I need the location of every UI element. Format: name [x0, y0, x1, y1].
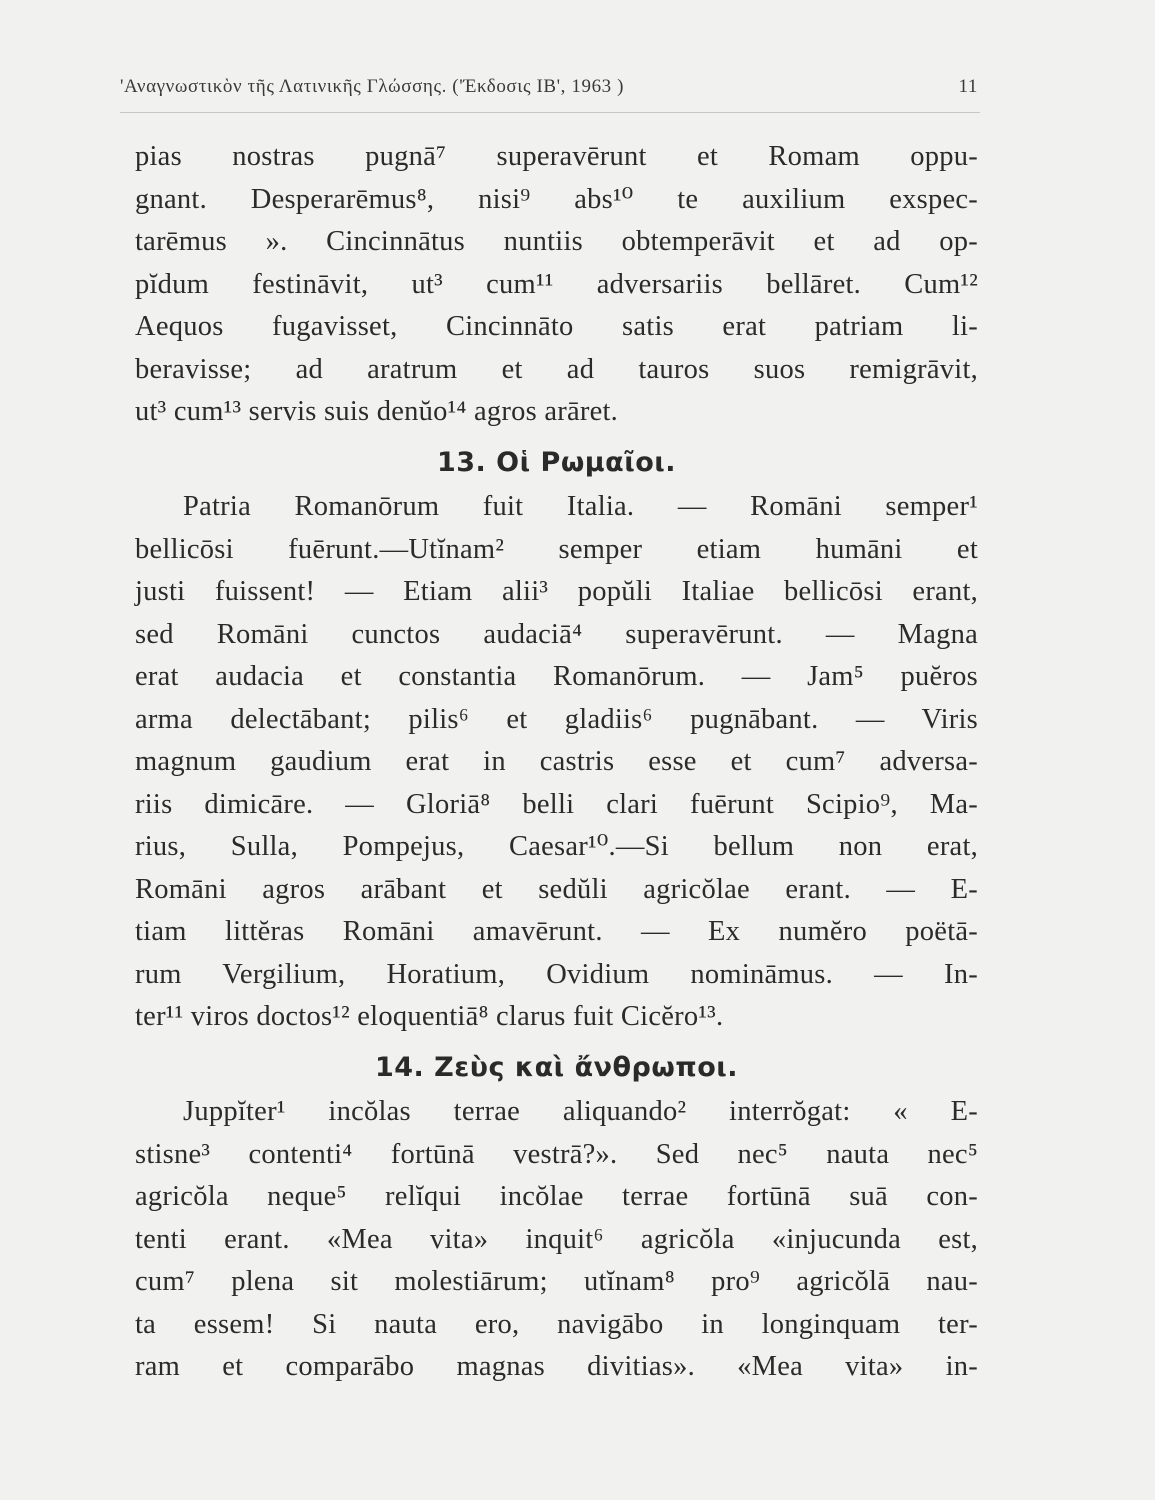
text-line: ta essem! Si nauta ero, navigābo in longinquam ter-	[135, 1308, 978, 1340]
text-line: sed Romāni cunctos audaciā⁴ superavērunt. — Magna	[135, 618, 978, 650]
text-line: tenti erant. «Mea vita» inquit⁶ agricŏla «injucunda est,	[135, 1223, 978, 1255]
page-number: 11	[958, 76, 978, 97]
text-line: magnum gaudium erat in castris esse et cum⁷ adversa-	[135, 746, 978, 777]
section-14-heading: 14. Ζεὺς καὶ ἄνθρωποι.	[374, 1051, 739, 1083]
text-line: Romāni agros arābant et sedŭli agricŏlae erant. — E-	[135, 873, 978, 905]
section-14-paragraph	[135, 1091, 978, 1389]
text-line: ter¹¹ viros doctos¹² eloquentiā⁸ clarus fuit Cicĕro¹³.	[135, 1001, 724, 1032]
text-line: Aequos fugavisset, Cincinnāto satis erat patriam li-	[135, 311, 978, 342]
text-line: bellicōsi fuērunt.—Utĭnam² semper etiam humāni et	[135, 533, 978, 565]
text-line: riis dimicāre. — Gloriā⁸ belli clari fuērunt Scipio⁹, Ma-	[135, 788, 978, 820]
page-body	[135, 136, 978, 1389]
text-line: pias nostras pugnā⁷ superavērunt et Romam oppu-	[135, 141, 978, 172]
text-line: ut³ cum¹³ servis suis denŭo¹⁴ agros arāret.	[135, 396, 619, 427]
text-line: stisne³ contenti⁴ fortūnā vestrā?». Sed nec⁵ nauta nec⁵	[135, 1138, 978, 1170]
header-divider	[120, 112, 980, 113]
text-line: tiam littĕras Romāni amavērunt. — Ex numĕro poëtā-	[135, 916, 978, 947]
section-13-heading: 13. Οἱ Ρωμαῖοι.	[436, 446, 677, 478]
text-line: tarēmus ». Cincinnātus nuntiis obtemperāvit et ad op-	[135, 226, 978, 257]
text-line: arma delectābant; pilis⁶ et gladiis⁶ pugnābant. — Viris	[135, 703, 978, 735]
text-line: pĭdum festināvit, ut³ cum¹¹ adversariis bellāret. Cum¹²	[135, 268, 978, 300]
text-line: Patria Romanōrum fuit Italia. — Romāni semper¹	[183, 491, 978, 522]
text-line: cum⁷ plena sit molestiārum; utĭnam⁸ pro⁹ agricŏlā nau-	[135, 1266, 978, 1297]
text-line: agricŏla neque⁵ relĭqui incŏlae terrae fortūnā suā con-	[135, 1181, 978, 1212]
text-line: Juppĭter¹ incŏlas terrae aliquando² interrŏgat: « E-	[183, 1096, 978, 1127]
text-line: rius, Sulla, Pompejus, Caesar¹⁰.—Si bellum non erat,	[135, 831, 978, 862]
text-line: justi fuissent! — Etiam alii³ popŭli Italiae bellicōsi erant,	[135, 576, 978, 607]
text-line: ram et comparābo magnas divitias». «Mea vita» in-	[135, 1351, 978, 1382]
intro-paragraph	[135, 136, 978, 434]
running-head	[120, 76, 980, 102]
text-line: erat audacia et constantia Romanōrum. — Jam⁵ puĕros	[135, 661, 978, 692]
section-13-paragraph	[135, 486, 978, 1039]
text-line: beravisse; ad aratrum et ad tauros suos remigrāvit,	[135, 353, 978, 385]
running-head-title: 'Αναγνωστικὸν τῆς Λατινικῆς Γλώσσης. ('Έκδοσις ΙΒ', 1963 )	[120, 76, 625, 97]
text-line: gnant. Desperarēmus⁸, nisi⁹ abs¹⁰ te auxilium exspec-	[135, 183, 978, 215]
text-line: rum Vergilium, Horatium, Ovidium nomināmus. — In-	[135, 958, 978, 990]
